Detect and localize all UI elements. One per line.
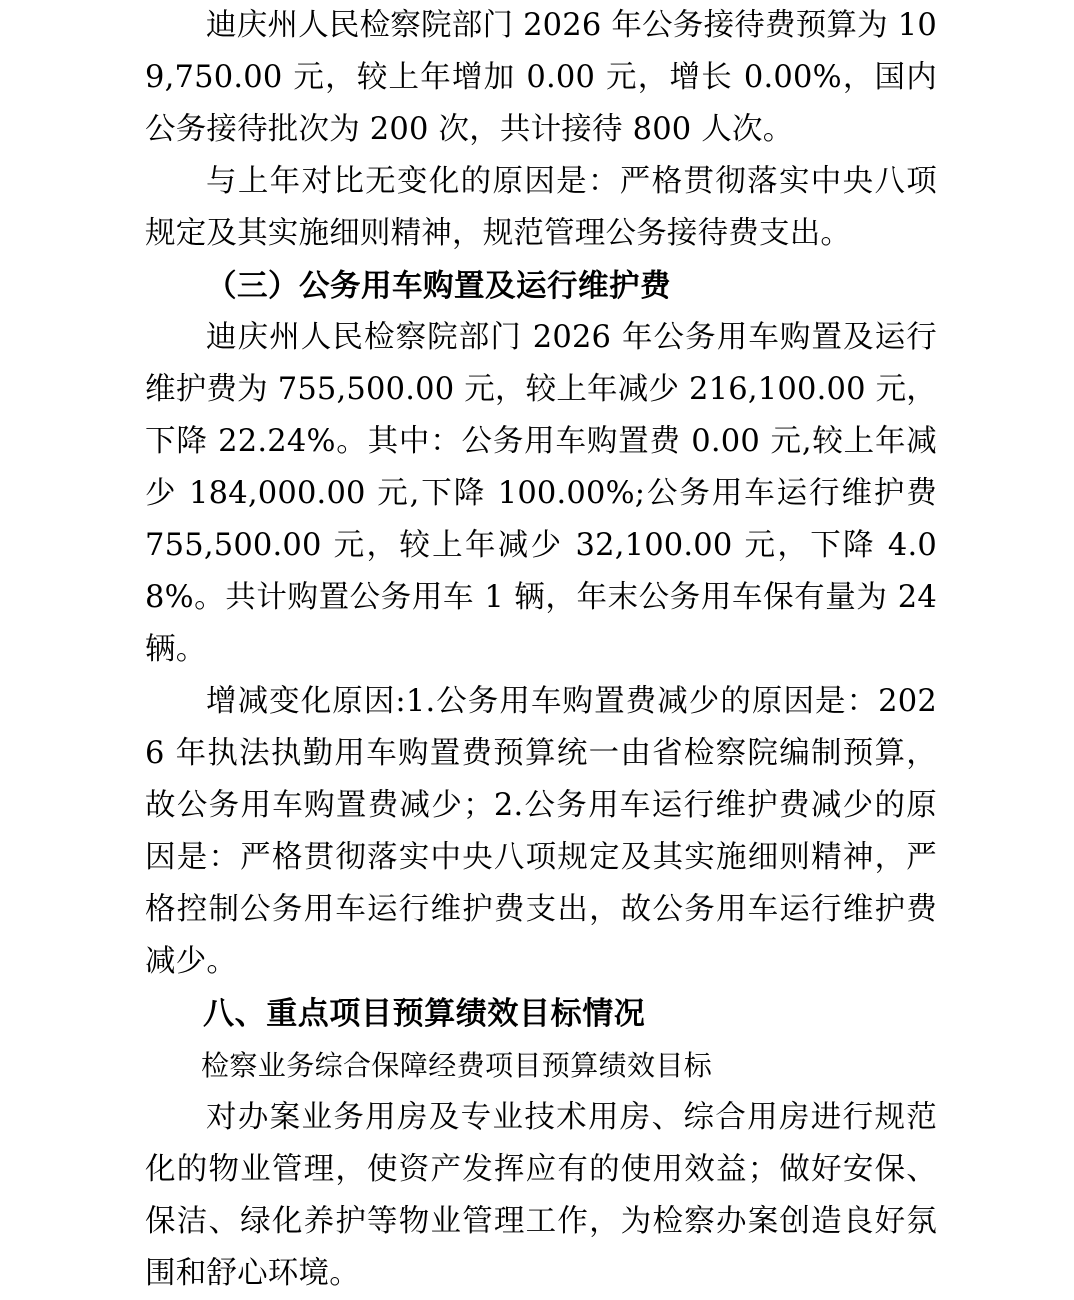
paragraph-project-description: 对办案业务用房及专业技术用房、综合用房进行规范化的物业管理，使资产发挥应有的使用效益；做好安保、保洁、绿化养护等物业管理工作，为检察办案创造良好氛围和舒心环境。 xyxy=(145,1100,937,1291)
subheading-vehicle-purchase-and-maintenance: （三）公务用车购置及运行维护费 xyxy=(206,268,671,304)
paragraph-vehicle-change-reason: 增减变化原因:1.公务用车购置费减少的原因是：2026 年执法执勤用车购置费预算统一由省检察院编制预算，故公务用车购置费减少；2.公务用车运行维护费减少的原因是：严格贯彻落实中央八项规定及其实施细则精神，严格控制公务用车运行维护费支出，故公务用车运行维护费减少。 xyxy=(145,684,937,979)
paragraph-hospitality-budget: 迪庆州人民检察院部门 2026 年公务接待费预算为 109,750.00 元，较上年增加 0.00 元，增长 0.00%，国内公务接待批次为 200 次，共计接待 800 人次。 xyxy=(145,8,937,147)
paragraph-vehicle-budget: 迪庆州人民检察院部门 2026 年公务用车购置及运行维护费为 755,500.00 元，较上年减少 216,100.00 元，下降 22.24%。其中：公务用车购置费 0.00 元,较上年减少 184,000.00 元,下降 100.00%;公务用车运行维护费 755,500.00 元，较上年减少 32,100.00 元，下降 4.08%。共计购置公务用车 1 辆，年末公务用车保有量为 24 辆。 xyxy=(145,320,937,667)
document-text-column xyxy=(145,0,937,1300)
paragraph-hospitality-reason: 与上年对比无变化的原因是：严格贯彻落实中央八项规定及其实施细则精神，规范管理公务接待费支出。 xyxy=(145,164,937,251)
project-performance-target-title: 检察业务综合保障经费项目预算绩效目标 xyxy=(201,1049,713,1082)
section-heading-eight: 八、重点项目预算绩效目标情况 xyxy=(203,996,646,1032)
